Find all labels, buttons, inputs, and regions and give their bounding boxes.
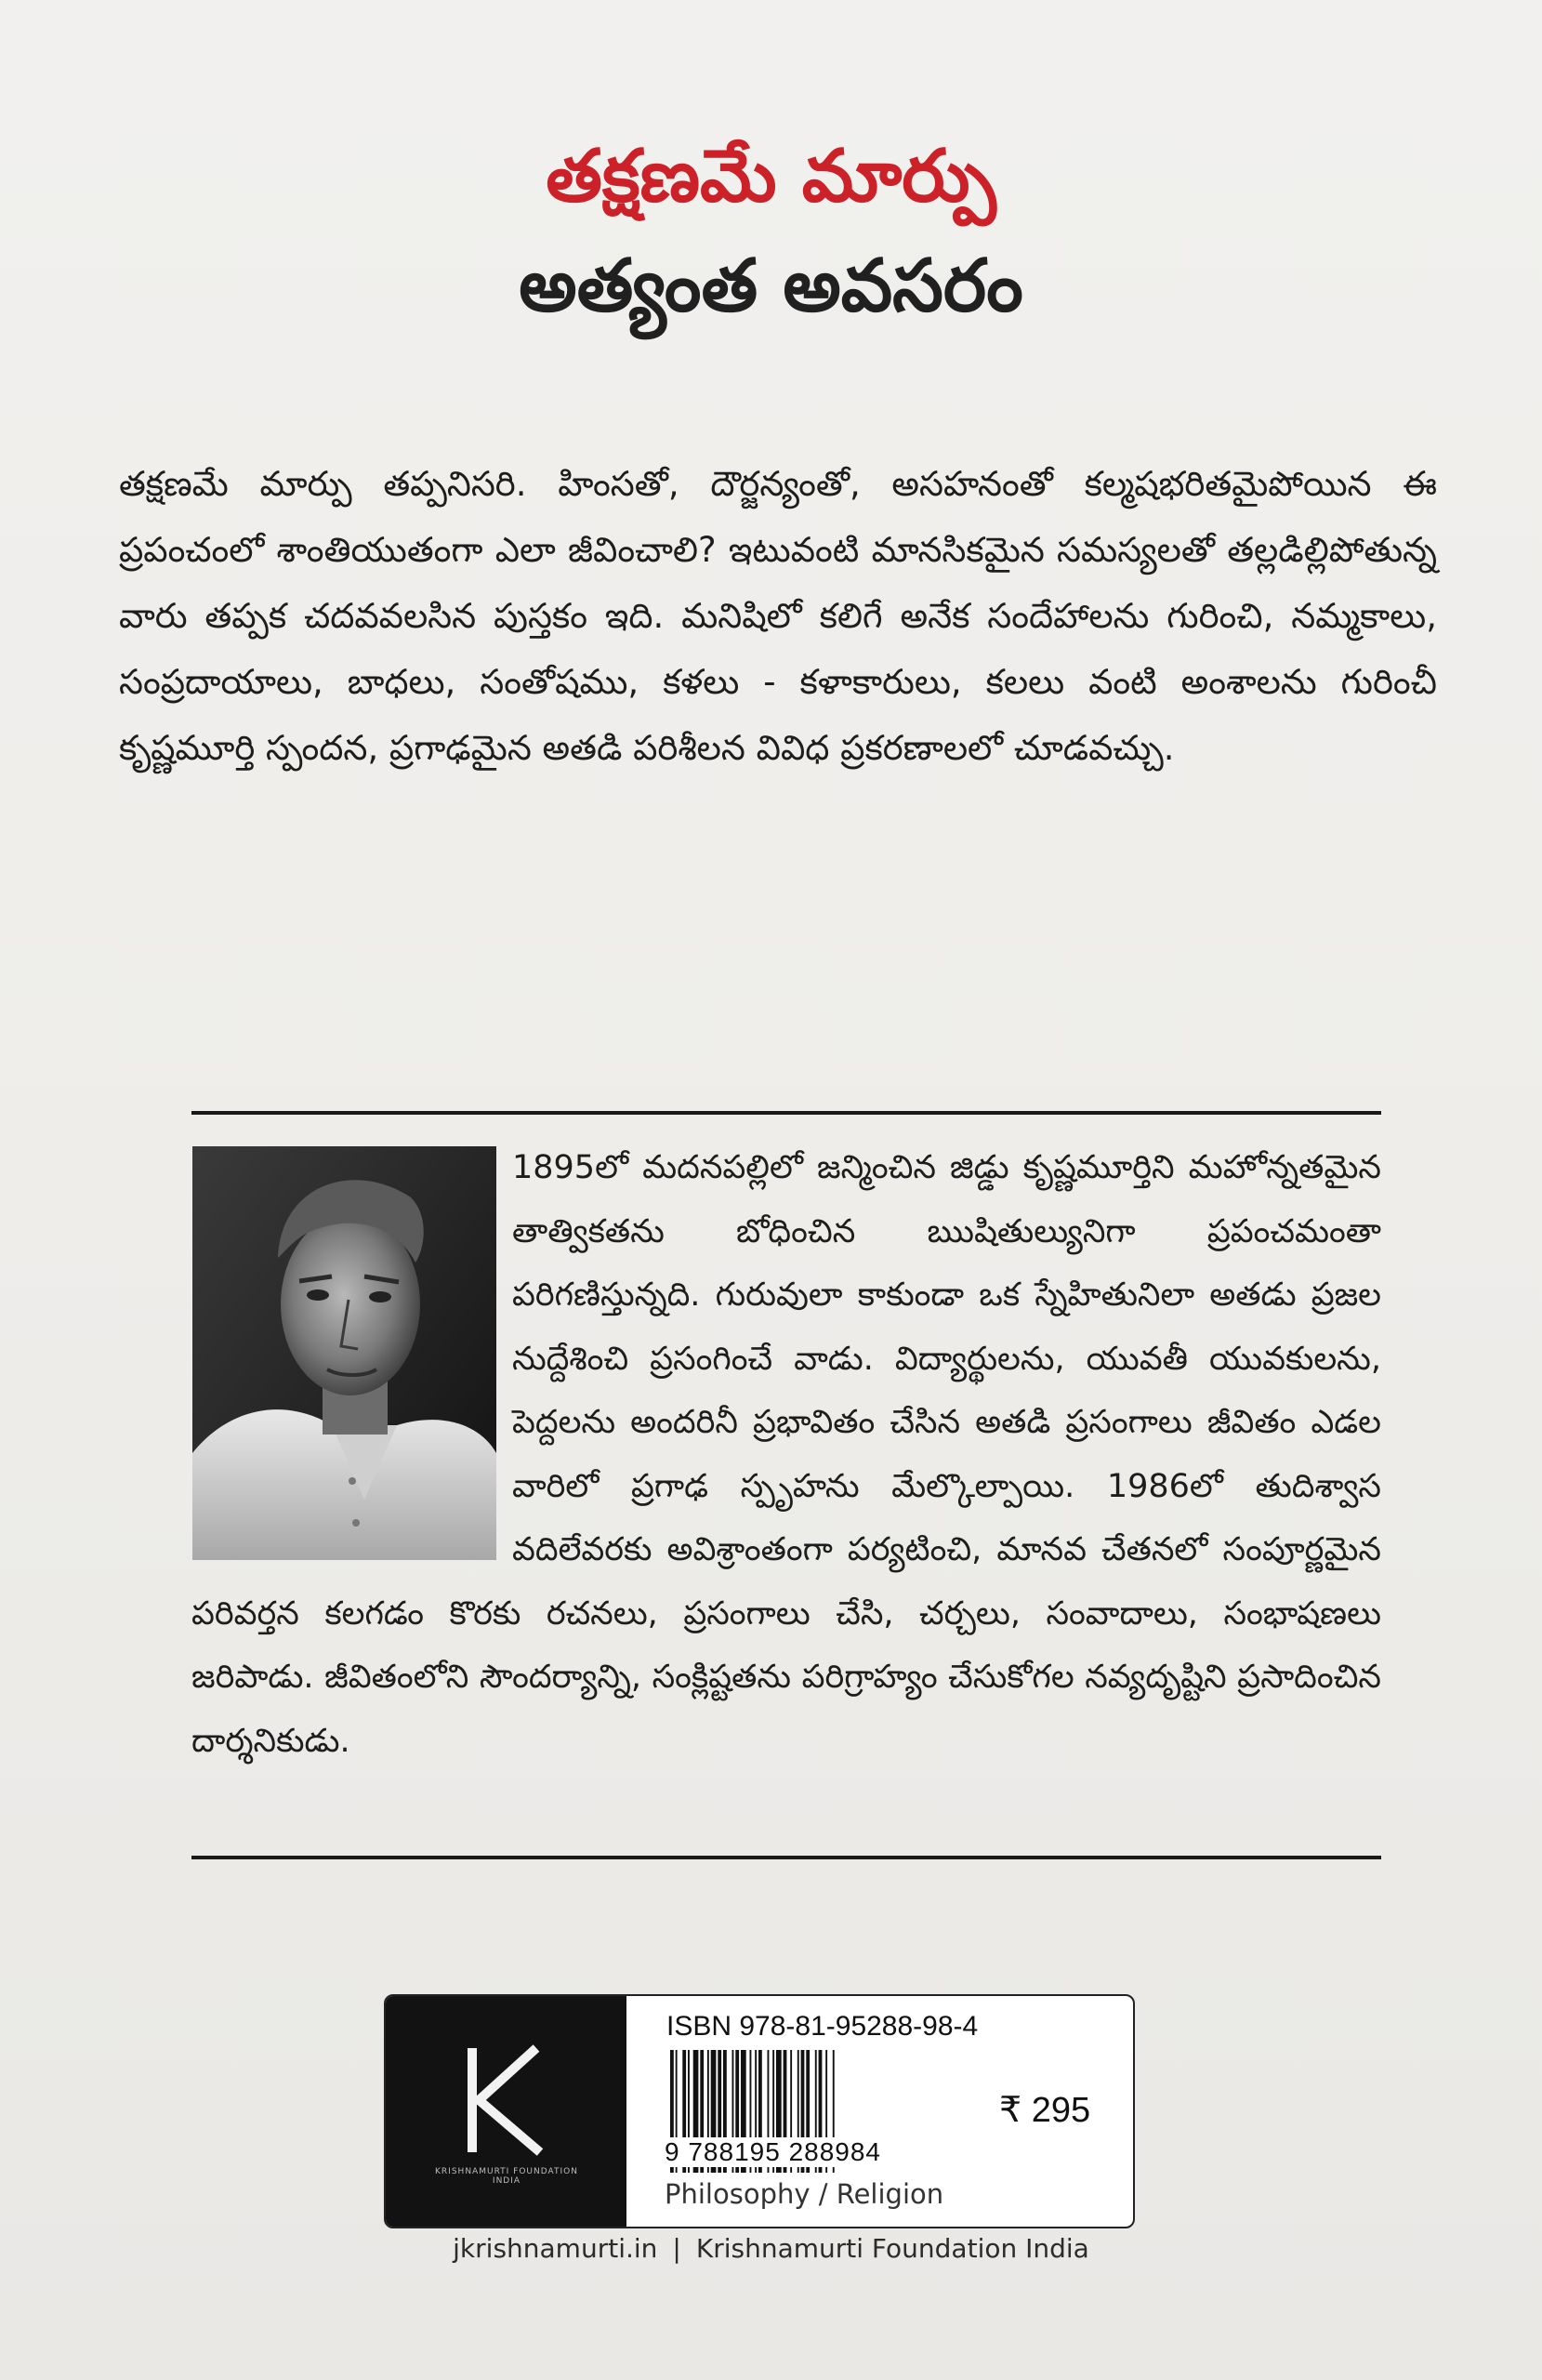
publication-info-box xyxy=(384,1994,1135,2228)
title-line-1: తక్షణమే మార్పు xyxy=(546,135,996,218)
portrait-spacer xyxy=(191,1136,512,1573)
isbn-label: ISBN 978-81-95288-98-4 xyxy=(666,2011,979,2042)
divider-bottom xyxy=(191,1856,1381,1859)
k-logo-icon xyxy=(462,2044,547,2156)
barcode-number: 9 788195 288984 xyxy=(663,2137,917,2167)
author-biography-text: 1895లో మదనపల్లిలో జన్మించిన జిడ్డు కృష్ణమూర్తిని మహోన్నతమైన తాత్వికతను బోధించిన ఋషితుల్యునిగా ప్రపంచమంతా పరిగణిస్తున్నది. గురువులా కాకుండా ఒక స్నేహితునిలా అతడు ప్రజల నుద్దేశించి ప్రసంగించే వాడు. విద్యార్థులను, యువతీ యువకులను, పెద్దలను అందరినీ ప్రభావితం చేసిన అతడి ప్రసంగాలు జీవితం ఎడల వారిలో ప్రగాఢ స్పృహను మేల్కొల్పాయి. 1986లో తుదిశ్వాస వదిలేవరకు అవిశ్రాంతంగా పర్యటించి, మానవ చేతనలో సంపూర్ణమైన పరివర్తన కలగడం కొరకు రచనలు, ప్రసంగాలు చేసి, చర్చలు, సంవాదాలు, సంభాషణలు జరిపాడు. జీవితంలోని సౌందర్యాన్ని, సంక్లిష్టతను పరిగ్రాహ్యం చేసుకోగల నవ్యదృష్టిని ప్రసాదించిన దార్శనికుడు. xyxy=(191,1149,1381,1760)
footer xyxy=(0,2233,1542,2264)
footer-separator: | xyxy=(672,2233,681,2264)
divider-top xyxy=(191,1111,1381,1115)
price: ₹ 295 xyxy=(999,2091,1091,2130)
organization-name: Krishnamurti Foundation India xyxy=(695,2233,1089,2264)
category-label: Philosophy / Religion xyxy=(665,2178,944,2210)
author-biography xyxy=(191,1136,1381,1773)
blurb-paragraph: తక్షణమే మార్పు తప్పనిసరి. హింసతో, దౌర్జన్యంతో, అసహనంతో కల్మషభరితమైపోయిన ఈ ప్రపంచంలో శాంతియుతంగా ఎలా జీవించాలి? ఇటువంటి మానసికమైన సమస్యలతో తల్లడిల్లిపోతున్న వారు తప్పక చదవవలసిన పుస్తకం ఇది. మనిషిలో కలిగే అనేక సందేహాలను గురించి, నమ్మకాలు, సంప్రదాయాలు, బాధలు, సంతోషము, కళలు - కళాకారులు, కలలు వంటి అంశాలను గురించీ కృష్ణమూర్తి స్పందన, ప్రగాఢమైన అతడి పరిశీలన వివిధ ప్రకరణాలలో చూడవచ్చు. xyxy=(119,464,1437,768)
publisher-logo-text: KRISHNAMURTI FOUNDATION INDIA xyxy=(435,2167,578,2186)
publisher-logo xyxy=(386,1996,626,2227)
website-link[interactable]: jkrishnamurti.in xyxy=(453,2233,658,2264)
title-line-2: అత్యంత అవసరం xyxy=(519,245,1023,328)
